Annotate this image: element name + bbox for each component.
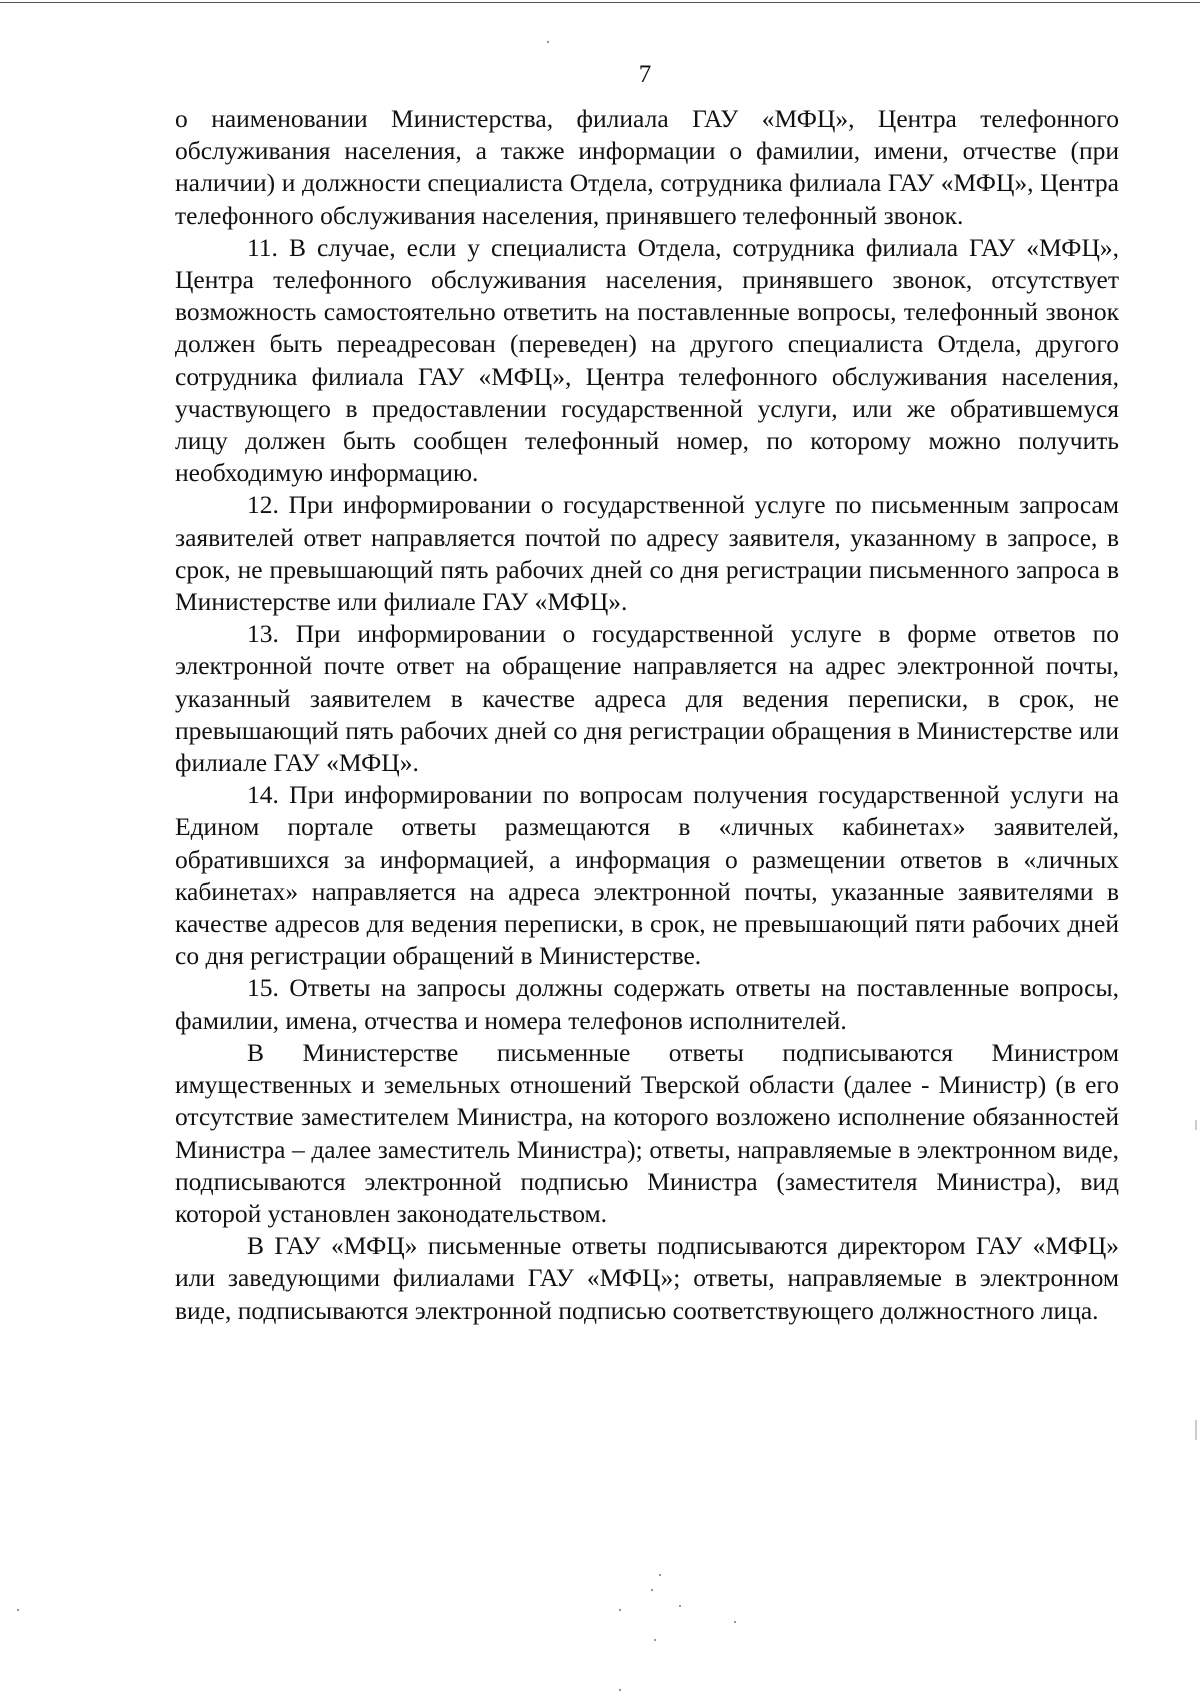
paragraph-item-11: 11. В случае, если у специалиста Отдела, сотрудника филиала ГАУ «МФЦ», Центра телефонного обслуживания населения, принявшего звонок, отсутствует возможность самостоятельно ответить на поставленные вопросы, телефонный звонок должен быть переадресован (переведен) на другого специалиста Отдела, другого сотрудника филиала ГАУ «МФЦ», Центра телефонного обслуживания населения, участвующего в предоставлении государственной услуги, или же обратившемуся лицу должен быть сообщен телефонный номер, по которому можно получить необходимую информацию. (175, 232, 1119, 488)
page-top-edge (0, 2, 1200, 3)
paragraph-ministry-signing: В Министерстве письменные ответы подписываются Министром имущественных и земельных отношений Тверской области (далее - Министр) (в его отсутствие заместителем Министра, на которого возложено исполнение обязанностей Министра – далее заместитель Министра); ответы, направляемые в электронном виде, подписываются электронной подписью Министра (заместителя Министра), вид которой установлен законодательством. (175, 1037, 1119, 1228)
paragraph-continuation: о наименовании Министерства, филиала ГАУ «МФЦ», Центра телефонного обслуживания населения, а также информации о фамилии, имени, отчестве (при наличии) и должности специалиста Отдела, сотрудника филиала ГАУ «МФЦ», Центра телефонного обслуживания населения, принявшего телефонный звонок. (175, 104, 1119, 230)
paragraph-item-15: 15. Ответы на запросы должны содержать ответы на поставленные вопросы, фамилии, имена, отчества и номера телефонов исполнителей. (175, 973, 1119, 1035)
paragraph-item-13: 13. При информировании о государственной услуге в форме ответов по электронной почте ответ на обращение направляется на адрес электронной почты, указанный заявителем в качестве адреса для ведения переписки, в срок, не превышающий пять рабочих дней со дня регистрации обращения в Министерстве или филиале ГАУ «МФЦ». (175, 619, 1119, 778)
paragraph-item-12: 12. При информировании о государственной услуге по письменным запросам заявителей ответ направляется почтой по адресу заявителя, указанному в запросе, в срок, не превышающий пять рабочих дней со дня регистрации письменного запроса в Министерстве или филиале ГАУ «МФЦ». (175, 490, 1119, 617)
paragraph-mfc-signing: В ГАУ «МФЦ» письменные ответы подписываются директором ГАУ «МФЦ» или заведующими филиалами ГАУ «МФЦ»; ответы, направляемые в электронном виде, подписываются электронной подписью соответствующего должностного лица. (175, 1231, 1119, 1325)
paragraph-item-14: 14. При информировании по вопросам получения государственной услуги на Едином портале ответы размещаются в «личных кабинетах» заявителей, обратившихся за информацией, а информация о размещении ответов в «личных кабинетах» направляется на адреса электронной почты, указанные заявителями в качестве адресов для ведения переписки, в срок, не превышающий пяти рабочих дней со дня регистрации обращений в Министерстве. (175, 780, 1119, 971)
document-body (175, 103, 1119, 1327)
page-number: 7 (638, 61, 652, 88)
